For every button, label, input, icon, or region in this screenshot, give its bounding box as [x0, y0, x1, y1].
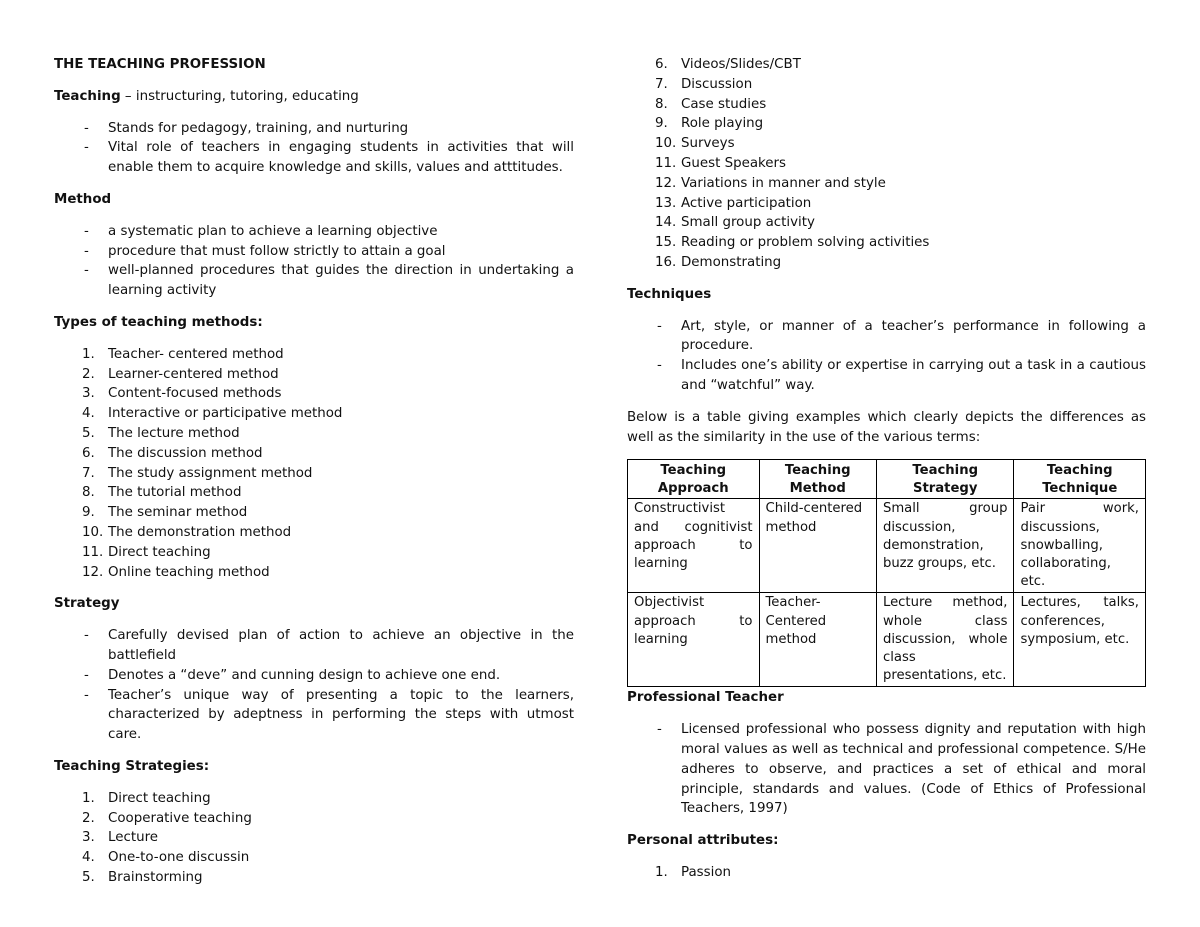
list-item: - procedure that must follow strictly to attain a goal: [54, 242, 574, 262]
item-text: Cooperative teaching: [108, 810, 252, 826]
teaching-points-list: [54, 119, 574, 178]
item-text: The study assignment method: [108, 465, 313, 481]
teaching-def-text: – instructuring, tutoring, educating: [120, 88, 359, 104]
document-title: THE TEACHING PROFESSION: [54, 57, 266, 72]
attributes-heading: Personal attributes:: [627, 833, 779, 849]
item-number: 6.: [655, 57, 668, 72]
table-cell: Lectures, talks, conferences, symposium, etc.: [1014, 593, 1146, 687]
list-item: [54, 464, 574, 484]
left-column: [54, 55, 574, 900]
strategy-heading: Strategy: [54, 596, 120, 612]
item-text: Learner-centered method: [108, 366, 279, 382]
table-intro: Below is a table giving examples which clearly depicts the differences as well as the similarity in the use of the various terms:: [627, 409, 1146, 445]
strategies-heading: Teaching Strategies:: [54, 758, 210, 774]
item-text: The tutorial method: [108, 485, 242, 501]
table-header-row: [628, 460, 1146, 499]
list-item: - Carefully devised plan of action to achieve an objective in the battlefield: [54, 626, 574, 666]
table-cell: Lecture method, whole class discussion, whole class presentations, etc.: [876, 593, 1014, 687]
list-item: - Denotes a “deve” and cunning design to achieve one end.: [54, 666, 574, 686]
item-number: 12.: [82, 564, 104, 580]
table-cell: Constructivist and cognitivist approach to learning: [628, 499, 760, 593]
item-number: 10.: [655, 136, 677, 152]
list-item: [54, 384, 574, 404]
list-item: [54, 828, 574, 848]
list-item: [54, 563, 574, 583]
table-row: [628, 593, 1146, 687]
item-number: 8.: [655, 96, 668, 112]
item-number: 5.: [82, 425, 95, 441]
item-number: 7.: [82, 465, 95, 481]
item-number: 4.: [82, 850, 95, 866]
strategy-points-list: [54, 626, 574, 745]
teaching-definition: [54, 87, 574, 107]
item-number: 7.: [655, 76, 668, 92]
right-column: [627, 55, 1146, 895]
list-item: [627, 233, 1146, 253]
item-number: 5.: [82, 869, 95, 885]
list-item: [54, 444, 574, 464]
item-number: 12.: [655, 175, 677, 191]
attributes-list: [627, 863, 1146, 883]
list-item: [627, 863, 1146, 883]
list-item: [54, 404, 574, 424]
item-number: 8.: [82, 485, 95, 501]
list-item: [54, 424, 574, 444]
item-text: The seminar method: [108, 505, 248, 521]
list-item: [627, 55, 1146, 75]
list-item: [54, 848, 574, 868]
list-item: [627, 253, 1146, 273]
item-text: Videos/Slides/CBT: [681, 57, 801, 72]
item-text: The demonstration method: [108, 524, 292, 540]
professional-heading: Professional Teacher: [627, 690, 784, 706]
list-item: - a systematic plan to achieve a learning objective: [54, 222, 574, 242]
item-text: Brainstorming: [108, 869, 203, 885]
item-text: Reading or problem solving activities: [681, 235, 930, 251]
table-header-cell: Teaching Approach: [628, 460, 760, 499]
list-item: - Licensed professional who possess dignity and reputation with high moral values as well as technical and professional competence. S/He adheres to observe, and practices a set of ethical and moral principle, standards and values. (Code of Ethics of Professional Teachers, 1997): [627, 720, 1146, 819]
list-item: - well-planned procedures that guides the direction in undertaking a learning activity: [54, 261, 574, 301]
techniques-points-list: [627, 317, 1146, 396]
item-number: 3.: [82, 830, 95, 846]
item-text: Direct teaching: [108, 790, 211, 806]
item-number: 11.: [655, 155, 677, 171]
techniques-heading: Techniques: [627, 286, 712, 302]
item-number: 1.: [655, 864, 668, 880]
list-item: - Art, style, or manner of a teacher’s performance in following a procedure.: [627, 317, 1146, 357]
list-item: [627, 95, 1146, 115]
item-number: 16.: [655, 254, 677, 270]
list-item: [54, 523, 574, 543]
table-header-cell: Teaching Method: [759, 460, 876, 499]
item-text: Surveys: [681, 136, 735, 152]
table-cell: Teacher-Centered method: [759, 593, 876, 687]
item-number: 1.: [82, 346, 95, 362]
strategies-list-continued: [627, 55, 1146, 273]
list-item: [54, 809, 574, 829]
list-item: [54, 543, 574, 563]
table-row: [628, 499, 1146, 593]
list-item: [627, 213, 1146, 233]
item-text: Online teaching method: [108, 564, 270, 580]
list-item: [627, 174, 1146, 194]
item-text: The discussion method: [108, 445, 263, 461]
list-item: - Vital role of teachers in engaging students in activities that will enable them to acquire knowledge and skills, values and atttitudes.: [54, 138, 574, 178]
method-points-list: [54, 222, 574, 301]
item-number: 6.: [82, 445, 95, 461]
table-cell: Objectivist approach to learning: [628, 593, 760, 687]
types-heading: Types of teaching methods:: [54, 314, 263, 330]
table-header-cell: Teaching Technique: [1014, 460, 1146, 499]
item-text: Guest Speakers: [681, 155, 787, 171]
item-number: 15.: [655, 235, 677, 251]
list-item: [627, 114, 1146, 134]
item-text: Direct teaching: [108, 544, 211, 560]
item-text: Lecture: [108, 830, 159, 846]
item-number: 2.: [82, 366, 95, 382]
table-cell: Small group discussion, demonstration, buzz groups, etc.: [876, 499, 1014, 593]
item-text: Active participation: [681, 195, 812, 211]
item-text: One-to-one discussin: [108, 850, 250, 866]
item-text: Passion: [681, 864, 732, 880]
item-number: 4.: [82, 406, 95, 422]
item-text: Role playing: [681, 116, 764, 132]
method-heading: Method: [54, 191, 112, 207]
item-number: 14.: [655, 215, 677, 231]
item-text: Teacher- centered method: [108, 346, 284, 362]
item-number: 11.: [82, 544, 104, 560]
list-item: [627, 194, 1146, 214]
list-item: [627, 154, 1146, 174]
item-number: 13.: [655, 195, 677, 211]
item-text: Content-focused methods: [108, 386, 282, 402]
types-list: [54, 345, 574, 583]
list-item: [627, 75, 1146, 95]
table-header-cell: Teaching Strategy: [876, 460, 1014, 499]
item-number: 10.: [82, 524, 104, 540]
item-text: Discussion: [681, 76, 753, 92]
item-text: Small group activity: [681, 215, 815, 231]
item-text: Variations in manner and style: [681, 175, 886, 191]
list-item: [54, 345, 574, 365]
teaching-term: Teaching: [54, 88, 121, 104]
strategies-list: [54, 789, 574, 888]
item-number: 9.: [655, 116, 668, 132]
list-item: [627, 134, 1146, 154]
item-text: The lecture method: [108, 425, 240, 441]
item-number: 2.: [82, 810, 95, 826]
item-text: Demonstrating: [681, 254, 782, 270]
list-item: [54, 503, 574, 523]
item-number: 1.: [82, 790, 95, 806]
list-item: - Stands for pedagogy, training, and nurturing: [54, 119, 574, 139]
table-cell: Pair work, discussions, snowballing, collaborating, etc.: [1014, 499, 1146, 593]
comparison-table: [627, 459, 1146, 687]
item-number: 9.: [82, 505, 95, 521]
item-number: 3.: [82, 386, 95, 402]
list-item: [54, 483, 574, 503]
item-text: Interactive or participative method: [108, 406, 343, 422]
list-item: [54, 868, 574, 888]
list-item: - Teacher’s unique way of presenting a topic to the learners, characterized by adeptness in performing the steps with utmost care.: [54, 686, 574, 745]
list-item: - Includes one’s ability or expertise in carrying out a task in a cautious and “watchful” way.: [627, 356, 1146, 396]
list-item: [54, 365, 574, 385]
professional-points-list: [627, 720, 1146, 819]
table-cell: Child-centered method: [759, 499, 876, 593]
list-item: [54, 789, 574, 809]
item-text: Case studies: [681, 96, 767, 112]
